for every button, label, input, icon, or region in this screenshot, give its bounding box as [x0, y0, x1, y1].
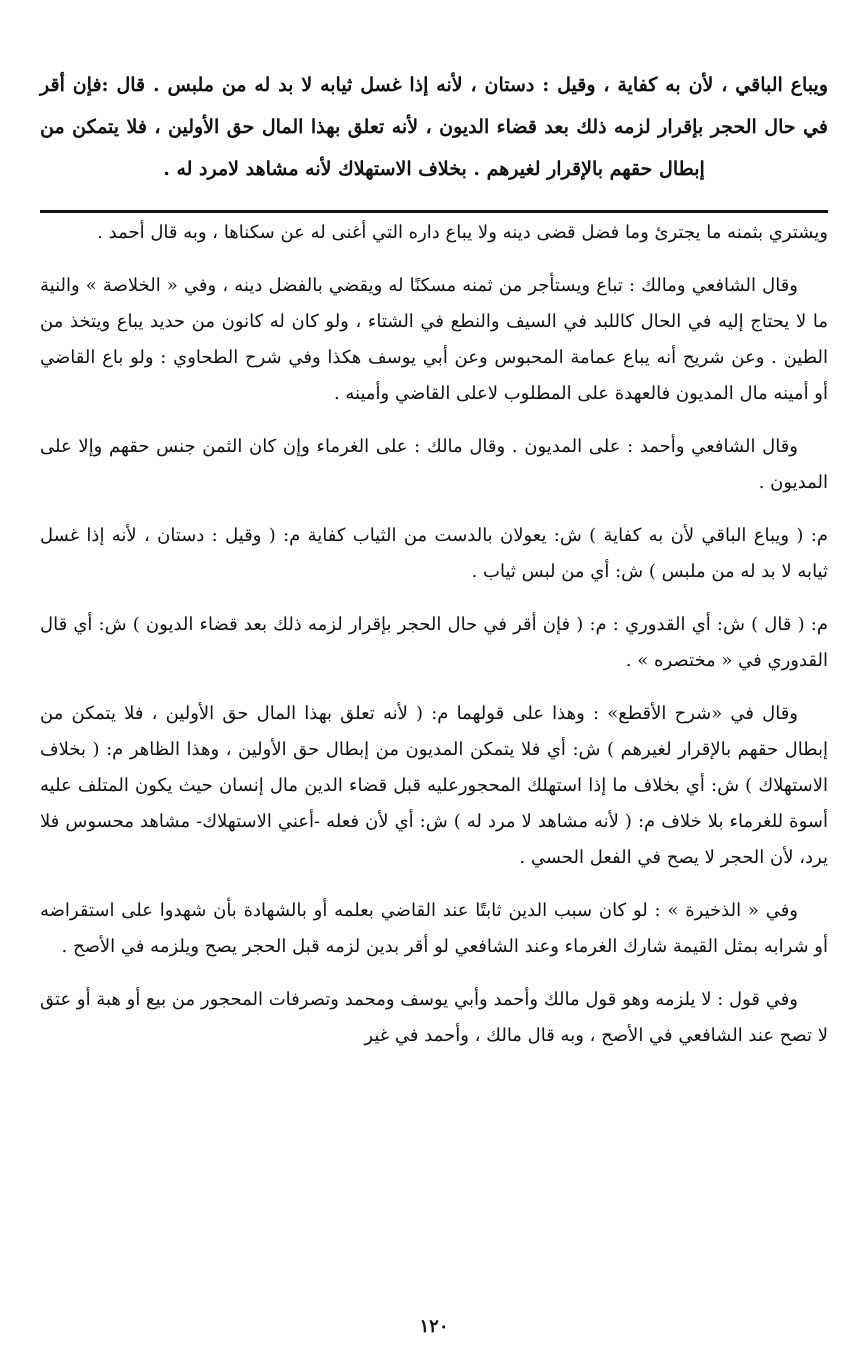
commentary-paragraph: م: ( ويباع الباقي لأن به كفاية ) ش: يعولان بالدست من الثياب كفاية م: ( وقيل : دستان ، لأنه إذا غسل ثيابه لا بد له من ملبس ) ش: أي من لبس ثياب . [40, 525, 828, 582]
commentary-paragraph: وقال الشافعي ومالك : تباع ويستأجر من ثمنه مسكنًا له ويقضي بالفضل دينه ، وفي « الخلاصة » والنية ما لا يحتاج إليه في الحال كاللبد في السيف والنطع في الشتاء ، ولو كان له كانون من حديد يباع ويتخذ من الطين . وعن شريح أنه يباع عمامة المحبوس وعن أبي يوسف هكذا وفي شرح الطحاوي : ولو باع القاضي أو أمينه مال المديون فالعهدة على المطلوب لاعلى القاضي وأمينه . [40, 275, 828, 404]
commentary [40, 215, 828, 1054]
book-page [40, 64, 828, 1368]
commentary-paragraph: وقال الشافعي وأحمد : على المديون . وقال مالك : على الغرماء وإن كان الثمن جنس حقهم وإلا على المديون . [40, 436, 828, 493]
commentary-paragraph: وفي قول : لا يلزمه وهو قول مالك وأحمد وأبي يوسف ومحمد وتصرفات المحجور من بيع أو هبة أو عتق لا تصح عند الشافعي في الأصح ، وبه قال مالك ، وأحمد في غير [40, 989, 828, 1046]
commentary-paragraph: ويشتري بثمنه ما يجترئ وما فضل قضى دينه ولا يباع داره التي أغنى له عن سكناها ، وبه قال أحمد . [97, 222, 828, 243]
commentary-paragraph: وقال في «شرح الأقطع» : وهذا على قولهما م: ( لأنه تعلق بهذا المال حق الأولين ، فلا يتمكن من إبطال حقهم بالإقرار لغيرهم ) ش: أي فلا يتمكن المديون من إبطال حق الأولين ، وهذا الظاهر م: ( بخلاف الاستهلاك ) ش: أي بخلاف ما إذا استهلك المحجورعليه قبل قضاء الدين مال إنسان حيث يكون المتلف عليه أسوة للغرماء بلا خلاف م: ( لأنه مشاهد لا مرد له ) ش: أي لأن فعله -أعني الاستهلاك- مشاهد محسوس فلا يرد، لأن الحجر لا يصح في الفعل الحسي . [40, 703, 828, 868]
separator-rule [40, 210, 828, 213]
commentary-paragraph: م: ( قال ) ش: أي القدوري : م: ( فإن أقر في حال الحجر بإقرار لزمه ذلك بعد قضاء الديون ) ش: أي قال القدوري في « مختصره » . [40, 614, 828, 671]
commentary-paragraph: وفي « الذخيرة » : لو كان سبب الدين ثابتًا عند القاضي بعلمه أو بالشهادة بأن شهدوا على استقراضه أو شرابه بمثل القيمة شارك الغرماء وعند الشافعي لو أقر بدين لزمه قبل الحجر يصح ويلزمه في الأصح . [40, 900, 828, 957]
main-text: ويباع الباقي ، لأن به كفاية ، وقيل : دستان ، لأنه إذا غسل ثيابه لا بد له من ملبس . قال :فإن أقر في حال الحجر بإقرار لزمه ذلك بعد قضاء الديون ، لأنه تعلق بهذا المال حق الأولين ، فلا يتمكن من إبطال حقهم بالإقرار لغيرهم . بخلاف الاستهلاك لأنه مشاهد لامرد له . [40, 74, 828, 180]
page-number: ١٢٠ [419, 1316, 449, 1337]
